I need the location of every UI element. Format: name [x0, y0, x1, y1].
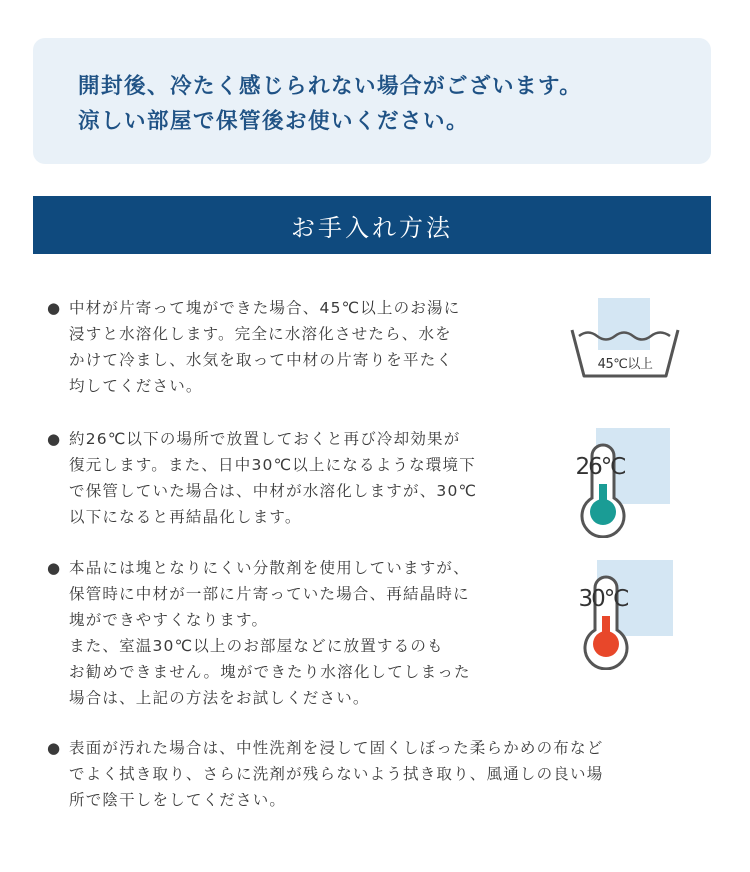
wash-temp-label: 45℃以上	[597, 357, 653, 372]
care-item-1	[47, 295, 460, 399]
care-item-2	[47, 426, 477, 530]
item-2-line-3: で保管していた場合は、中材が水溶化しますが、30℃	[69, 482, 478, 500]
bullet-icon: ●	[47, 430, 62, 448]
item-3-line-1: 本品には塊となりにくい分散剤を使用していますが、	[69, 559, 470, 577]
bullet-icon: ●	[47, 739, 62, 757]
item-2-line-1: 約26℃以下の場所で放置しておくと再び冷却効果が	[69, 430, 461, 448]
thermometer-26-icon	[570, 426, 680, 538]
item-2-line-2: 復元します。また、日中30℃以上になるような環境下	[69, 456, 476, 474]
section-banner	[33, 196, 711, 254]
care-item-4	[47, 735, 603, 813]
wash-basin-icon	[566, 296, 686, 386]
notice-line-1: 開封後、冷たく感じられない場合がございます。	[78, 74, 583, 99]
item-3-line-4: また、室温30℃以上のお部屋などに放置するのも	[69, 637, 444, 655]
thermometer-30-icon	[575, 558, 685, 670]
item-3-line-5: お勧めできません。塊ができたり水溶化してしまった	[69, 663, 471, 681]
thermo-30-label: 30℃	[578, 586, 628, 612]
bullet-icon: ●	[47, 559, 62, 577]
care-item-3	[47, 555, 471, 711]
item-1-line-1: 中材が片寄って塊ができた場合、45℃以上のお湯に	[69, 299, 461, 317]
item-1-line-2: 浸すと水溶化します。完全に水溶化させたら、水を	[69, 325, 452, 343]
notice-box	[33, 38, 711, 164]
thermo-26-label: 26℃	[575, 454, 625, 480]
item-1-line-4: 均してください。	[69, 377, 203, 395]
item-4-line-2: でよく拭き取り、さらに洗剤が残らないよう拭き取り、風通しの良い場	[69, 765, 604, 783]
item-1-line-3: かけて冷まし、水気を取って中材の片寄りを平たく	[69, 351, 454, 369]
notice-line-2: 涼しい部屋で保管後お使いください。	[78, 109, 470, 134]
item-3-line-3: 塊ができやすくなります。	[69, 611, 269, 629]
item-4-line-1: 表面が汚れた場合は、中性洗剤を浸して固くしぼった柔らかめの布など	[69, 739, 604, 757]
item-4-line-3: 所で陰干しをしてください。	[69, 791, 287, 809]
section-title: お手入れ方法	[291, 213, 453, 242]
bullet-icon: ●	[47, 299, 62, 317]
item-2-line-4: 以下になると再結晶化します。	[69, 508, 302, 526]
item-3-line-2: 保管時に中材が一部に片寄っていた場合、再結晶時に	[69, 585, 470, 603]
item-3-line-6: 場合は、上記の方法をお試しください。	[69, 689, 370, 707]
